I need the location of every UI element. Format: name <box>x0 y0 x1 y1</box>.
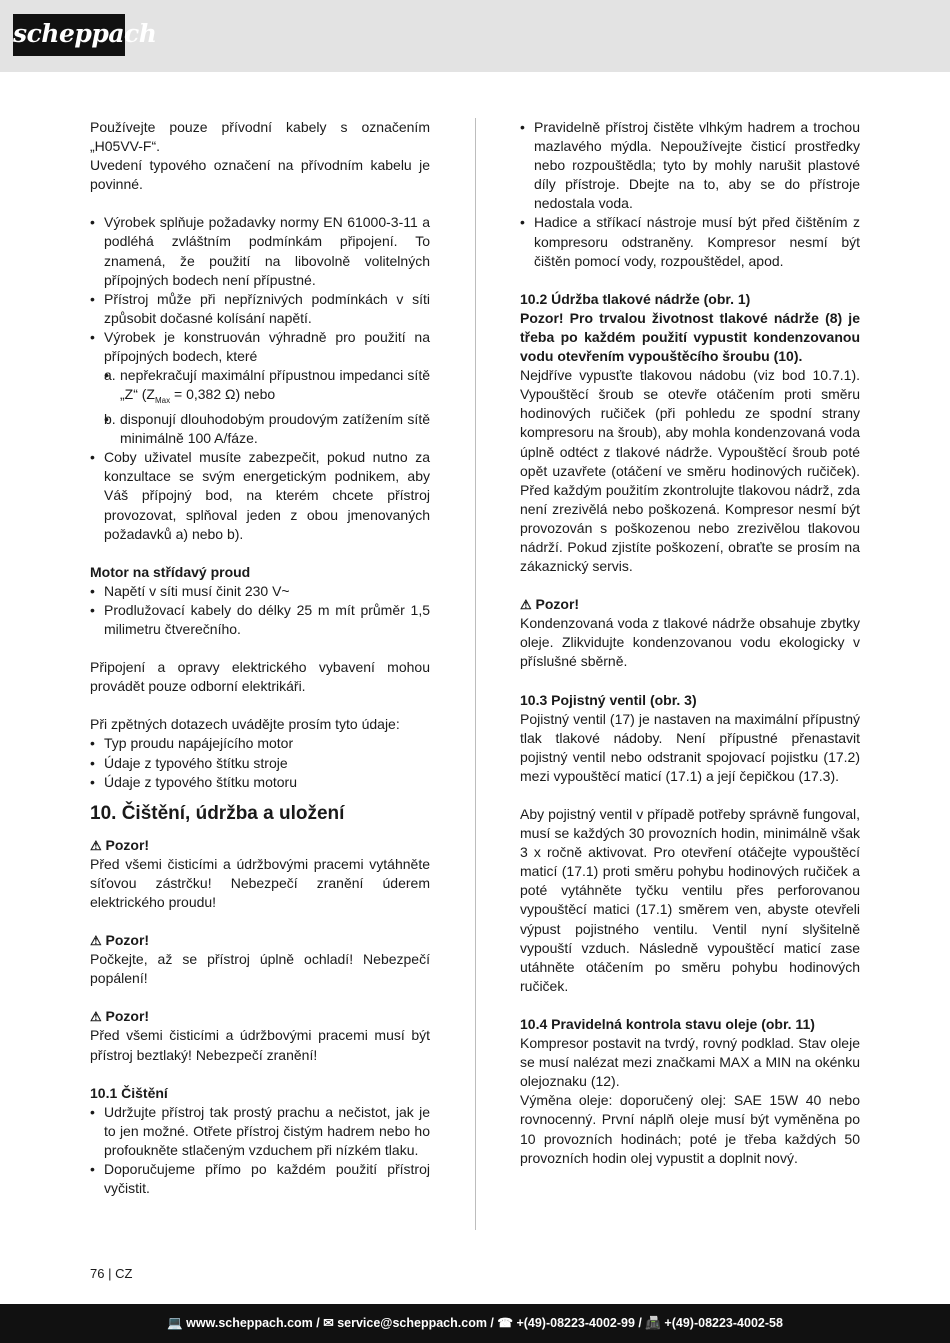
warning-icon: ⚠ <box>90 933 102 949</box>
warning-text: Kondenzovaná voda z tlakové nádrže obsahuje zbytky oleje. Zlikvidujte kondenzovanou vodu ekologicky v příslušné sběrně. <box>520 615 860 670</box>
list-item: • Udržujte přístroj tak prostý prachu a nečistot, jak je to jen možné. Otřete přístroj čistým hadrem nebo ho profoukněte stlačeným vzduchem při nízkém tlaku. <box>90 1103 430 1160</box>
fax-icon: 📠 <box>645 1316 661 1330</box>
bullet-list <box>90 1103 430 1198</box>
email-link[interactable]: service@scheppach.com <box>337 1316 487 1330</box>
paragraph: Nejdříve vypusťte tlakovou nádobu (viz bod 10.7.1). Vypouštěcí šroub se otevře otáčením proti směru hodinových ručiček (při pohledu ze spodní strany kompresoru na šroub), aby mohla kondenzovaná voda úplně odtéct z tlakové nádrže. Vypouštěcí šroub poté opět uzavřete (otáčení ve směru hodinových ručiček). Před každým použitím zkontrolujte tlakovou nádrž, zda není zrezivělá nebo poškozená. Kompresor nesmí být provozován s poškozenou nebo zrezivělou tlakovou nádrží. Pokud zjistíte poškození, obraťte se prosím na zákaznický servis. <box>520 367 860 575</box>
warning-text: Před všemi čisticími a údržbovými pracemi musí být přístroj beztlaký! Nebezpečí zranění! <box>90 1027 430 1063</box>
sub-list-text: nepřekračují maximální přípustnou impedanci sítě „Z“ (Z <box>120 367 430 403</box>
warning-heading: ⚠ Pozor! <box>90 836 150 853</box>
warning-text: Počkejte, až se přístroj úplně ochladí! Nebezpečí popálení! <box>90 951 430 987</box>
sub-list-item <box>104 410 430 448</box>
sub-list-marker: • b. <box>104 411 116 428</box>
paragraph: Aby pojistný ventil v případě potřeby správně fungoval, musí se každých 30 provozních hodin, minimálně však 3 x ročně aktivovat. Pro otevření otáčejte vypouštěcí maticí (17.1) proti směru pohybu hodinových ručiček a poté vytáhněte tyčku ventilu přes perforovanou vypouštěcí matici (17.1) směrem ven, abyste otevřeli výpust pojistného ventilu. Ventil nyní slyšitelně vypouští vzduch. Následně vypouštěcí maticí zase utáhněte otáčením po směru pohybu hodinových ručiček. <box>520 806 860 994</box>
list-item: • Coby uživatel musíte zabezpečit, pokud nutno za konzultace se svým energetickým podnikem, aby Váš přípojný bod, na kterém chcete přístroj provozovat, splňoval jeden z obou jmenovaných požadavků a) nebo b). <box>90 448 430 543</box>
list-item: • Údaje z typového štítku motoru <box>90 773 430 792</box>
page-footer: 💻 www.scheppach.com / ✉ service@scheppach.com / ☎ +(49)-08223-4002-99 / 📠 +(49)-08223-4002-58 <box>0 1304 950 1343</box>
paragraph: Připojení a opravy elektrického vybavení mohou provádět pouze odborní elektrikáři. <box>90 659 430 695</box>
list-item-text: Výrobek je konstruován výhradně pro použití na přípojných bodech, které <box>104 328 430 365</box>
paragraph: Kompresor postavit na tvrdý, rovný podklad. Stav oleje se musí nalézat mezi značkami MAX a MIN na okénku olejoznaku (12). <box>520 1035 860 1090</box>
list-item: • Prodlužovací kabely do délky 25 m mít průměr 1,5 milimetru čtverečního. <box>90 601 430 639</box>
bullet-list <box>90 582 430 639</box>
warning-heading: ⚠ Pozor! <box>520 596 580 613</box>
brand-logo: scheppach <box>13 14 125 56</box>
list-item: • Přístroj může při nepříznivých podmínkách v síti způsobit dočasné kolísání napětí. <box>90 290 430 328</box>
right-column <box>520 118 860 1168</box>
phone-icon: ☎ <box>497 1316 513 1330</box>
warning-icon: ⚠ <box>90 1009 102 1025</box>
paragraph: Výměna oleje: doporučený olej: SAE 15W 40 nebo rovnocenný. První náplň oleje musí být vyměněna po 10 provozních hodinách; poté je třeba každých 50 provozních hodin olej vypustit a doplnit nový. <box>520 1092 860 1166</box>
sub-list-text: disponují dlouhodobým proudovým zatížením sítě minimálně 100 A/fáze. <box>120 411 430 447</box>
paragraph: Používejte pouze přívodní kabely s označením „H05VV-F“. <box>90 119 430 155</box>
paragraph: Uvedení typového označení na přívodním kabelu je povinné. <box>90 157 430 193</box>
column-divider <box>475 118 476 1230</box>
mail-icon: ✉ <box>323 1316 334 1330</box>
list-item: • Údaje z typového štítku stroje <box>90 754 430 773</box>
sub-list <box>104 366 430 448</box>
paragraph: Při zpětných dotazech uvádějte prosím tyto údaje: <box>90 716 400 733</box>
bullet-list <box>90 213 430 543</box>
list-item: • Doporučujeme přímo po každém použití přístroj vyčistit. <box>90 1160 430 1198</box>
warning-icon: ⚠ <box>520 597 532 613</box>
list-item: • Typ proudu napájejícího motor <box>90 734 430 753</box>
list-item <box>90 328 430 448</box>
subheading: 10.1 Čištění <box>90 1084 168 1101</box>
paragraph: Pojistný ventil (17) je nastaven na maximální přípustný tlak tlakové nádoby. Není přípustné přenastavit pojistný ventil nebo odstranit spojovací pojistku (17.2) mezi vypouštěcí maticí (17.1) a její čepičkou (17.3). <box>520 710 860 784</box>
section-title: 10. Čištění, údržba a uložení <box>90 802 345 824</box>
subheading: 10.3 Pojistný ventil (obr. 3) <box>520 691 697 708</box>
warning-icon: ⚠ <box>90 837 102 853</box>
page-header <box>0 0 950 72</box>
sub-list-marker: • a. <box>104 367 116 384</box>
warning-text: Před všemi čisticími a údržbovými pracemi vytáhněte síťovou zástrčku! Nebezpečí zranění úderem elektrického proudu! <box>90 855 430 910</box>
warning-heading: ⚠ Pozor! <box>90 1008 150 1025</box>
list-item: • Výrobek splňuje požadavky normy EN 61000-3-11 a podléhá zvláštním podmínkám připojení. To znamená, že použití na libovolně volitelných přípojných bodech není přípustné. <box>90 213 430 289</box>
subheading: 10.2 Údržba tlakové nádrže (obr. 1) <box>520 290 751 307</box>
warning-heading: ⚠ Pozor! <box>90 932 150 949</box>
sub-list-text: = 0,382 Ω) nebo <box>170 386 276 403</box>
subscript: Max <box>154 396 171 406</box>
subheading: 10.4 Pravidelná kontrola stavu oleje (obr. 11) <box>520 1015 815 1032</box>
list-item: • Napětí v síti musí činit 230 V~ <box>90 582 430 601</box>
page-number: 76 | CZ <box>90 1266 133 1281</box>
sub-list-item <box>104 366 430 410</box>
computer-icon: 💻 <box>167 1316 183 1330</box>
left-column <box>90 118 430 1198</box>
list-item: • Hadice a stříkací nástroje musí být před čištěním z kompresoru odstraněny. Kompresor nesmí být čištěn pomocí vody, rozpouštědel, apod. <box>520 213 860 270</box>
list-item: • Pravidelně přístroj čistěte vlhkým hadrem a trochou mazlavého mýdla. Nepoužívejte čisticí prostředky nebo rozpouštědla; tyto by mohly narušit plastové díly přístroje. Dbejte na to, aby se do přístroje nedostala voda. <box>520 118 860 213</box>
website-link[interactable]: www.scheppach.com <box>186 1316 313 1330</box>
phone-number: +(49)-08223-4002-99 <box>516 1316 635 1330</box>
bullet-list <box>520 118 860 271</box>
fax-number: +(49)-08223-4002-58 <box>664 1316 783 1330</box>
subheading: Motor na střídavý proud <box>90 563 251 580</box>
bullet-list <box>90 734 430 791</box>
paragraph-bold: Pozor! Pro trvalou životnost tlakové nádrže (8) je třeba po každém použití vypustit kondenzovanou vodu otevřením vypouštěcího šroubu (10). <box>520 309 860 365</box>
